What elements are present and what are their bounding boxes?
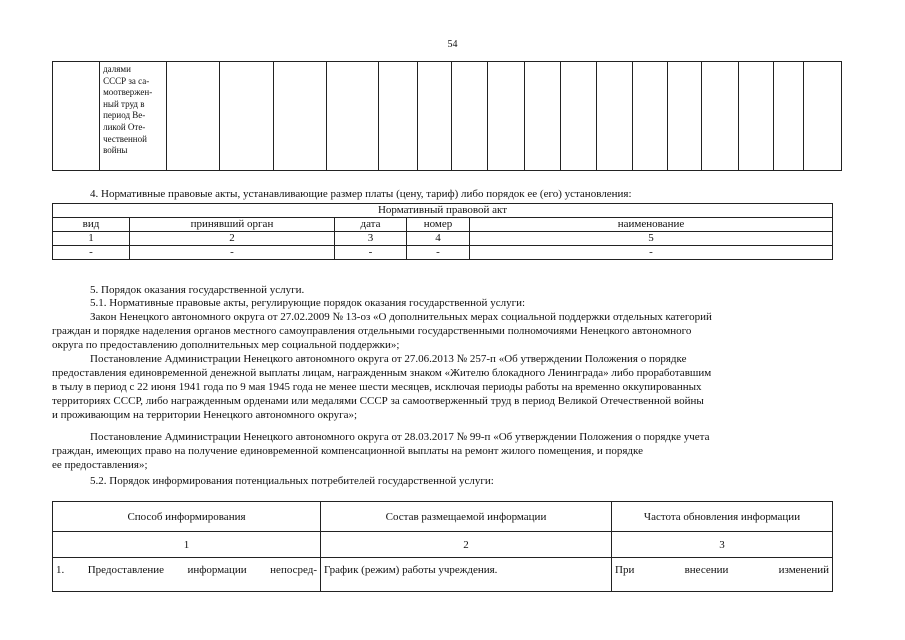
section-4-heading: 4. Нормативные правовые акты, устанавливающие размер платы (цену, тариф) либо порядок ее (его) установления: [90,188,632,200]
continued-table [52,61,842,171]
column-header: Способ информирования [53,502,321,532]
table-cell [773,62,803,171]
paragraph-line: граждан и порядке наделения органов местного самоуправления отдельными государственными полномочиями Ненецкого автономного [52,325,692,337]
column-number: 3 [335,232,407,246]
cell-line: моотвержен- [103,87,153,98]
paragraph-line: Постановление Администрации Ненецкого автономного округа от 28.03.2017 № 99-п «Об утверждении Положения о порядке учета [90,431,710,443]
table-cell [321,558,612,592]
table-header: Нормативный правовой акт [53,204,833,218]
paragraph-line: предоставления единовременной денежной выплаты лицам, награжденным знаком «Жителю блокадного Ленинграда» либо проработавшим [52,367,712,379]
cell-text [100,62,166,157]
table-cell [100,62,167,171]
column-header: дата [335,218,407,232]
table-cell: - [470,246,833,260]
table-cell [524,62,560,171]
cell-line: ный труд в [103,98,145,109]
page-number: 54 [447,39,458,50]
column-number: 2 [130,232,335,246]
paragraph-line: территориях СССР, либо награжденным орденами или медалями СССР за самоотверженный труд в период Великой Отечественной войны [52,395,704,407]
table-cell [417,62,451,171]
column-header: номер [407,218,470,232]
table-cell [166,62,219,171]
legal-acts-table [52,203,833,260]
column-header: вид [53,218,130,232]
column-header: наименование [470,218,833,232]
column-number: 4 [407,232,470,246]
paragraph-line: граждан, имеющих право на получение единовременной компенсационной выплаты на ремонт жилого помещения, и порядке [52,445,643,457]
column-number: 5 [470,232,833,246]
column-header: принявший орган [130,218,335,232]
paragraph-line: Закон Ненецкого автономного округа от 27.02.2009 № 13-оз «О дополнительных мерах социальной поддержки отдельных категорий [90,311,712,323]
paragraph-line: округа по предоставлению дополнительных мер социальной поддержки»; [52,339,400,351]
column-number: 1 [53,232,130,246]
table-cell [803,62,841,171]
column-number: 3 [612,532,833,558]
table-cell [612,558,833,592]
table-cell [702,62,738,171]
subsection-5-2: 5.2. Порядок информирования потенциальных потребителей государственной услуги: [90,475,494,487]
column-header: Частота обновления информации [612,502,833,532]
column-header: Состав размещаемой информации [321,502,612,532]
cell-text: При внесении изменений [615,564,829,576]
table-cell [633,62,667,171]
cell-text: График (режим) работы учреждения. [324,564,498,576]
paragraph-line: ее предоставления»; [52,459,148,471]
paragraph-line: и проживающим на территории Ненецкого автономного округа»; [52,409,358,421]
cell-line: СССР за са- [103,75,150,86]
table-cell [273,62,326,171]
cell-line: ликой Оте- [103,121,146,132]
table-cell [488,62,524,171]
paragraph-line: Постановление Администрации Ненецкого автономного округа от 27.06.2013 № 257-п «Об утверждении Положения о порядке [90,353,687,365]
cell-line: чественной [103,133,147,144]
cell-text: 1. Предоставление информации непосред- [56,564,317,576]
table-cell [53,558,321,592]
cell-line: период Ве- [103,110,146,121]
cell-line: далями [103,64,131,74]
table-cell: - [407,246,470,260]
table-cell [667,62,701,171]
table-cell [560,62,596,171]
paragraph-line: в тылу в период с 22 июня 1941 года по 9 мая 1945 года не менее шести месяцев, исключая периоды работы на временно оккупированных [52,381,702,393]
table-cell [738,62,773,171]
table-cell: - [130,246,335,260]
column-number: 2 [321,532,612,558]
table-cell [378,62,417,171]
column-number: 1 [53,532,321,558]
table-cell [220,62,273,171]
table-cell: - [335,246,407,260]
table-cell [53,62,100,171]
section-5-heading: 5. Порядок оказания государственной услуги. [90,284,305,296]
table-cell [597,62,633,171]
table-cell [327,62,379,171]
table-cell [452,62,488,171]
information-table [52,501,833,592]
table-cell: - [53,246,130,260]
subsection-5-1: 5.1. Нормативные правовые акты, регулирующие порядок оказания государственной услуги: [90,297,526,309]
cell-line: войны [103,145,128,156]
